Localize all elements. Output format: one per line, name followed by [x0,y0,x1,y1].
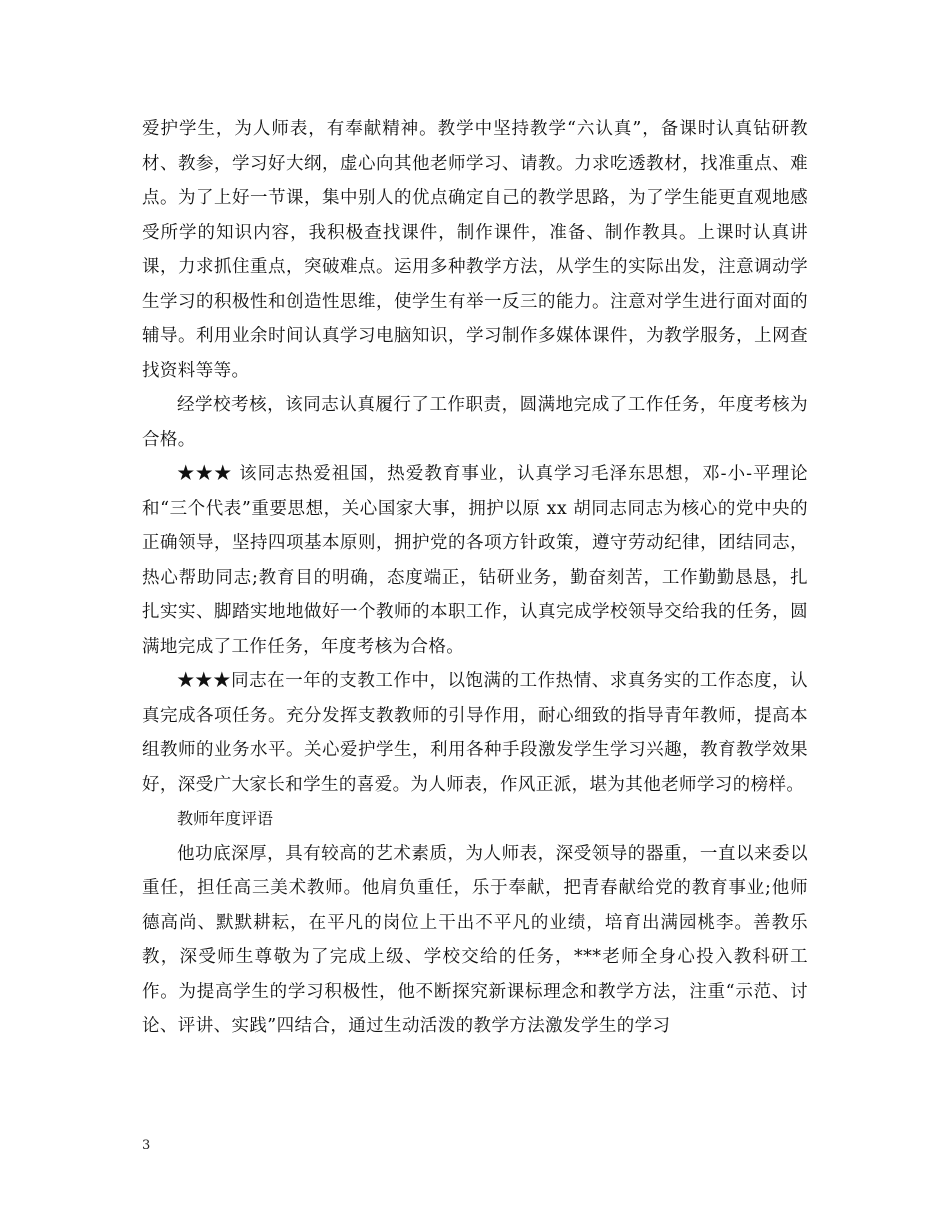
paragraph-teaching-work: 爱护学生，为人师表，有奉献精神。教学中坚持教学“六认真”，备课时认真钻研教材、教参，学习好大纲，虚心向其他老师学习、请教。力求吃透教材，找准重点、难点。为了上好一节课，集中别人的优点确定自己的教学思路，为了学生能更直观地感受所学的知识内容，我积极查找课件，制作课件，准备、制作教具。上课时认真讲课，力求抓住重点，突破难点。运用多种教学方法，从学生的实际出发，注意调动学生学习的积极性和创造性思维，使学生有举一反三的能力。注意对学生进行面对面的辅导。利用业余时间认真学习电脑知识，学习制作多媒体课件，为教学服务，上网查找资料等等。 [142,119,808,381]
paragraph-assessment-result: 经学校考核，该同志认真履行了工作职责，圆满地完成了工作任务，年度考核为合格。 [142,395,808,450]
document-body [142,112,808,1044]
paragraph-support-teaching: ★★★同志在一年的支教工作中，以饱满的工作热情、求真务实的工作态度，认真完成各项任务。充分发挥支教教师的引导作用，耐心细致的指导青年教师，提高本组教师的业务水平。关心爱护学生，利用各种手段激发学生学习兴趣，教育教学效果好，深受广大家长和学生的喜爱。为人师表，作风正派，堪为其他老师学习的榜样。 [142,671,808,795]
paragraph-political-evaluation: ★★★ 该同志热爱祖国，热爱教育事业，认真学习毛泽东思想，邓-小-平理论和“三个代表”重要思想，关心国家大事，拥护以原 xx 胡同志同志为核心的党中央的正确领导，坚持四项基本原则，拥护党的各项方针政策，遵守劳动纪律，团结同志，热心帮助同志;教育目的明确，态度端正，钻研业务，勤奋刻苦，工作勤勤恳恳，扎扎实实、脚踏实地地做好一个教师的本职工作，认真完成学校领导交给我的任务，圆满地完成了工作任务，年度考核为合格。 [142,464,808,657]
page-number: 3 [142,1138,151,1153]
section-heading: 教师年度评语 [177,809,274,828]
paragraph-art-teacher-evaluation: 他功底深厚，具有较高的艺术素质，为人师表，深受领导的器重，一直以来委以重任，担任高三美术教师。他肩负重任，乐于奉献，把青春献给党的教育事业;他师德高尚、默默耕耘，在平凡的岗位上干出不平凡的业绩，培育出满园桃李。善教乐教，深受师生尊敬为了完成上级、学校交给的任务，***老师全身心投入教科研工作。为提高学生的学习积极性，他不断探究新课标理念和教学方法，注重“示范、讨论、评讲、实践”四结合，通过生动活泼的教学方法激发学生的学习 [142,843,808,1036]
